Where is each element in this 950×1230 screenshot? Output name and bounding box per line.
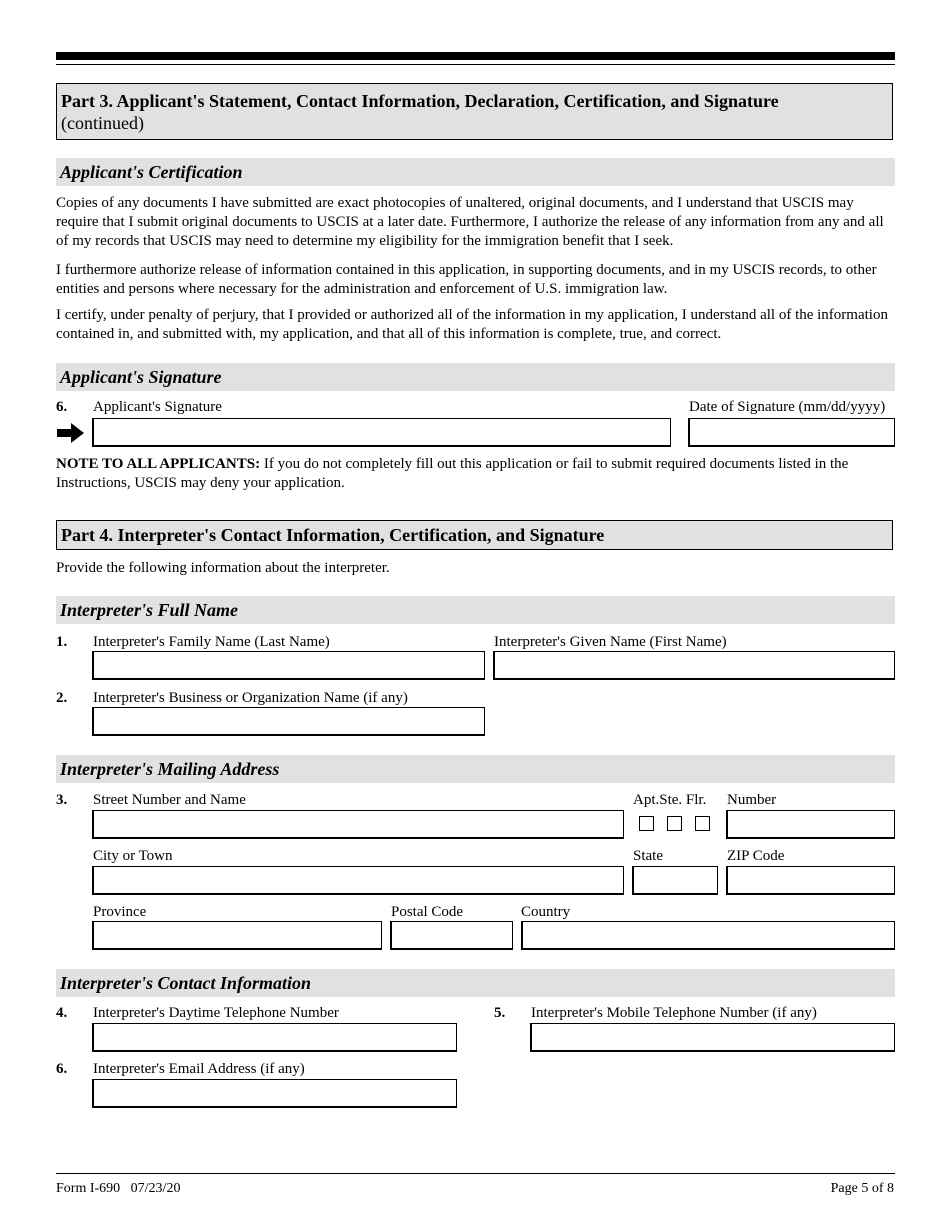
- certification-paragraph-2: I furthermore authorize release of information contained in this application, in supporting documents, and in my USCIS records, to other entities and persons where necessary for the administration and enforcement of U.S. immigration law.: [56, 262, 877, 297]
- family-name-label: Interpreter's Family Name (Last Name): [93, 634, 330, 650]
- daytime-phone-label: Interpreter's Daytime Telephone Number: [93, 1005, 339, 1021]
- signature-heading: Applicant's Signature: [56, 363, 895, 391]
- mobile-phone-label: Interpreter's Mobile Telephone Number (if any): [531, 1005, 817, 1021]
- city-label: City or Town: [93, 848, 173, 864]
- number-field[interactable]: [726, 810, 895, 839]
- signature-item-number: 6.: [56, 399, 68, 415]
- top-thick-rule: [56, 52, 895, 60]
- city-field[interactable]: [92, 866, 624, 895]
- note-to-applicants: [56, 455, 892, 493]
- part4-header: [56, 520, 893, 550]
- mailing-address-heading: Interpreter's Mailing Address: [56, 755, 895, 783]
- street-label: Street Number and Name: [93, 792, 246, 808]
- given-name-label: Interpreter's Given Name (First Name): [494, 634, 727, 650]
- family-name-field[interactable]: [92, 651, 485, 680]
- apt-ste-flr-label: Apt.Ste. Flr.: [633, 792, 707, 808]
- item-4-number: 4.: [56, 1005, 68, 1021]
- state-label: State: [633, 848, 663, 864]
- arrow-right-icon: [57, 423, 85, 443]
- ste-checkbox[interactable]: [667, 816, 682, 831]
- part3-subtitle: (continued): [61, 113, 144, 133]
- item-3-number: 3.: [56, 792, 68, 808]
- daytime-phone-field[interactable]: [92, 1023, 457, 1052]
- part4-title: Part 4. Interpreter's Contact Information, Certification, and Signature: [61, 525, 605, 545]
- contact-info-heading: Interpreter's Contact Information: [56, 969, 895, 997]
- part3-title: Part 3. Applicant's Statement, Contact Information, Declaration, Certification, and Signature: [61, 91, 779, 111]
- postal-code-label: Postal Code: [391, 904, 464, 920]
- flr-checkbox[interactable]: [695, 816, 710, 831]
- footer-page-number: Page 5 of 8: [830, 1181, 894, 1196]
- full-name-heading: Interpreter's Full Name: [56, 596, 895, 624]
- email-field[interactable]: [92, 1079, 457, 1108]
- certification-paragraph-1: Copies of any documents I have submitted are exact photocopies of unaltered, original documents, and I understand that USCIS may require that I submit original documents to USCIS at a later date. Furthermore, I authorize the release of any information from any and all of my records that USCIS may need to determine my eligibility for the immigration benefit that I seek.: [56, 195, 884, 249]
- mobile-phone-field[interactable]: [530, 1023, 895, 1052]
- part4-intro: Provide the following information about the interpreter.: [56, 560, 390, 576]
- item-6-number: 6.: [56, 1061, 68, 1077]
- province-label: Province: [93, 904, 147, 920]
- top-thin-rule: [56, 64, 895, 65]
- postal-code-field[interactable]: [390, 921, 513, 950]
- country-field[interactable]: [521, 921, 895, 950]
- given-name-field[interactable]: [493, 651, 895, 680]
- date-of-signature-label: Date of Signature (mm/dd/yyyy): [689, 399, 886, 415]
- zip-field[interactable]: [726, 866, 895, 895]
- certification-heading: Applicant's Certification: [56, 158, 895, 186]
- email-label: Interpreter's Email Address (if any): [93, 1061, 305, 1077]
- state-field[interactable]: [632, 866, 718, 895]
- business-name-field[interactable]: [92, 707, 485, 736]
- item-5-number: 5.: [494, 1005, 506, 1021]
- item-1-number: 1.: [56, 634, 68, 650]
- street-field[interactable]: [92, 810, 624, 839]
- footer-form-id: Form I-690 07/23/20: [56, 1181, 181, 1196]
- applicant-signature-field[interactable]: [92, 418, 671, 447]
- date-of-signature-field[interactable]: [688, 418, 895, 447]
- signature-label: Applicant's Signature: [93, 399, 222, 415]
- item-2-number: 2.: [56, 690, 68, 706]
- part3-header: [56, 83, 893, 140]
- number-label: Number: [727, 792, 777, 808]
- business-name-label: Interpreter's Business or Organization Name (if any): [93, 690, 408, 706]
- note-text: If you do not completely fill out this application or fail to submit required documents listed in the Instructions, USCIS may deny your application.: [56, 456, 849, 491]
- province-field[interactable]: [92, 921, 382, 950]
- zip-label: ZIP Code: [727, 848, 785, 864]
- apt-checkbox[interactable]: [639, 816, 654, 831]
- note-bold-label: NOTE TO ALL APPLICANTS:: [56, 456, 261, 472]
- footer-rule: [56, 1173, 895, 1174]
- country-label: Country: [521, 904, 571, 920]
- certification-paragraph-3: I certify, under penalty of perjury, that I provided or authorized all of the information in my application, I understand all of the information contained in, and submitted with, my application, and that all of this information is complete, true, and correct.: [56, 307, 888, 342]
